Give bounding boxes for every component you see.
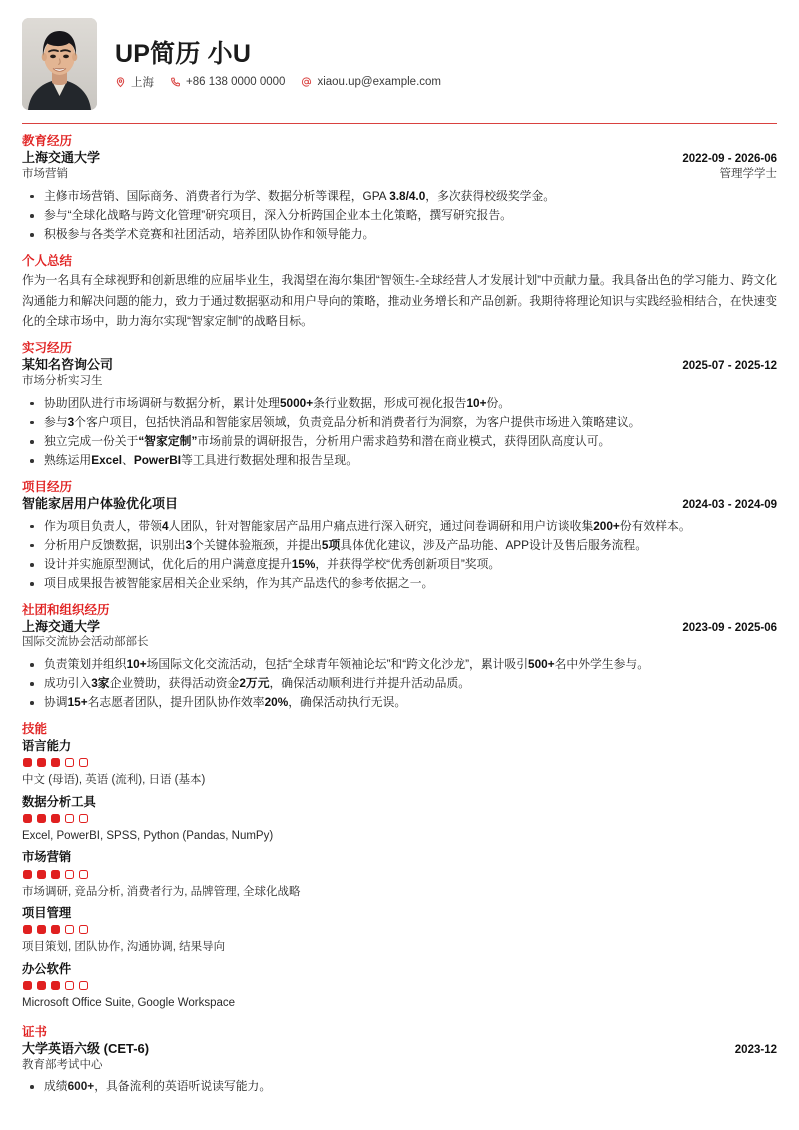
rating-dot-empty [65, 981, 74, 990]
certificate-issuer: 教育部考试中心 [22, 1058, 103, 1071]
skill-level-rating [23, 981, 777, 990]
skill-level-rating [23, 925, 777, 934]
rating-dot-empty [65, 925, 74, 934]
rating-dot-filled [51, 758, 60, 767]
rating-dot-empty [79, 814, 88, 823]
contact-location [115, 74, 154, 90]
club-entry-head [22, 619, 777, 651]
contact-phone-value: +86 138 0000 0000 [186, 76, 286, 88]
education-degree: 管理学学士 [719, 168, 777, 181]
list-item: 独立完成一份关于“智家定制”市场前景的调研报告，分析用户需求趋势和潜在商业模式，获得团队高度认可。 [22, 432, 777, 450]
skill-name: 办公软件 [22, 962, 72, 977]
contact-list [115, 74, 450, 90]
certificate-name: 大学英语六级 (CET-6) [22, 1040, 150, 1056]
section-certificate [22, 1024, 777, 1096]
internship-daterange: 2025-07 - 2025-12 [682, 360, 777, 373]
section-title-project: 项目经历 [22, 479, 73, 494]
skill-name: 数据分析工具 [22, 794, 96, 809]
portrait-photo-icon [22, 18, 97, 110]
contact-phone [170, 76, 285, 88]
club-bullets [22, 655, 777, 712]
rating-dot-empty [65, 814, 74, 823]
rating-dot-empty [79, 981, 88, 990]
skill-description: 中文 (母语), 英语 (流利), 日语 (基本) [22, 773, 206, 786]
contact-email [301, 76, 441, 88]
section-internship [22, 340, 777, 469]
list-item: 分析用户反馈数据，识别出3个关键体验瓶颈，并提出5项具体优化建议，涉及产品功能、APP设计及售后服务流程。 [22, 536, 777, 554]
rating-dot-filled [23, 814, 32, 823]
education-daterange: 2022-09 - 2026-06 [682, 153, 777, 166]
project-name: 智能家居用户体验优化项目 [22, 495, 179, 511]
skill-block [22, 794, 777, 845]
skill-description: Excel, PowerBI, SPSS, Python (Pandas, NumPy) [22, 829, 274, 842]
rating-dot-filled [23, 981, 32, 990]
rating-dot-filled [37, 870, 46, 879]
education-major: 市场营销 [22, 168, 68, 181]
rating-dot-filled [51, 814, 60, 823]
section-title-club: 社团和组织经历 [22, 602, 110, 617]
avatar [22, 18, 97, 110]
club-daterange: 2023-09 - 2025-06 [682, 621, 777, 634]
skills-list [22, 738, 777, 1012]
summary-text: 作为一名具有全球视野和创新思维的应届毕业生，我渴望在海尔集团“智领生-全球经营人才发展计划”中贡献力量。我具备出色的学习能力、跨文化沟通能力和解决问题的能力，致力于通过数据驱动和用户导向的策略，推动业务增长和产品创新。我期待将理论知识与实践经验相结合，在快速变化的全球市场中，助力海尔实现“智家定制”的战略目标。 [22, 273, 778, 328]
skill-level-rating [23, 758, 777, 767]
certificate-note: 成绩600+，具备流利的英语听说读写能力。 [22, 1077, 777, 1095]
section-title-internship: 实习经历 [22, 341, 73, 356]
certificate-date: 2023-12 [734, 1043, 777, 1056]
education-bullets [22, 187, 777, 244]
section-skills [22, 721, 777, 1012]
education-entry-head [22, 150, 777, 182]
page-title: UP简历 小U [115, 40, 252, 68]
contact-email-value: xiaou.up@example.com [317, 76, 441, 88]
list-item: 设计并实施原型测试，优化后的用户满意度提升15%，并获得学校“优秀创新项目”奖项。 [22, 555, 777, 573]
list-item: 成功引入3家企业赞助，获得活动资金2万元，确保活动顺利进行并提升活动品质。 [22, 674, 777, 692]
skill-block [22, 738, 777, 789]
skill-name: 语言能力 [22, 738, 72, 753]
rating-dot-filled [51, 981, 60, 990]
section-club [22, 602, 777, 712]
rating-dot-filled [37, 981, 46, 990]
skill-level-rating [23, 870, 777, 879]
rating-dot-empty [79, 870, 88, 879]
rating-dot-filled [37, 758, 46, 767]
skill-block [22, 905, 777, 956]
phone-icon [170, 76, 181, 88]
rating-dot-empty [65, 758, 74, 767]
section-title-education: 教育经历 [22, 134, 73, 149]
list-item: 负责策划并组织10+场国际文化交流活动，包括“全球青年领袖论坛”和“跨文化沙龙”，累计吸引500+名中外学生参与。 [22, 655, 777, 673]
club-org: 上海交通大学 [22, 618, 101, 634]
list-item: 熟练运用Excel、PowerBI等工具进行数据处理和报告呈现。 [22, 451, 777, 469]
rating-dot-empty [79, 758, 88, 767]
internship-bullets [22, 394, 777, 470]
education-org: 上海交通大学 [22, 150, 101, 166]
section-title-skills: 技能 [22, 721, 48, 736]
skill-description: 市场调研, 竞品分析, 消费者行为, 品牌管理, 全球化战略 [22, 885, 301, 898]
section-title-summary: 个人总结 [22, 253, 73, 268]
project-entry-head [22, 496, 777, 513]
skill-level-rating [23, 814, 777, 823]
section-project [22, 479, 777, 593]
rating-dot-empty [65, 870, 74, 879]
skill-block [22, 961, 777, 1012]
list-item: 协助团队进行市场调研与数据分析，累计处理5000+条行业数据，形成可视化报告10+份。 [22, 394, 777, 412]
internship-entry-head [22, 357, 777, 389]
skill-description: 项目策划, 团队协作, 沟通协调, 结果导向 [22, 941, 226, 954]
list-item: 积极参与各类学术竞赛和社团活动，培养团队协作和领导能力。 [22, 225, 777, 243]
certificate-entry-head [22, 1041, 777, 1073]
list-item: 参与“全球化战略与跨文化管理”研究项目，深入分析跨国企业本土化策略，撰写研究报告。 [22, 206, 777, 224]
skill-block [22, 849, 777, 900]
rating-dot-filled [23, 758, 32, 767]
header-divider [22, 123, 777, 124]
location-pin-icon [115, 76, 126, 88]
section-education [22, 133, 777, 243]
internship-role: 市场分析实习生 [22, 375, 103, 388]
section-title-certificate: 证书 [22, 1025, 48, 1039]
resume-header [22, 14, 777, 120]
club-role: 国际交流协会活动部部长 [22, 636, 149, 649]
project-bullets [22, 517, 777, 593]
list-item: 作为项目负责人，带领4人团队，针对智能家居产品用户痛点进行深入研究，通过问卷调研和用户访谈收集200+份有效样本。 [22, 517, 777, 535]
rating-dot-filled [23, 870, 32, 879]
section-summary [22, 253, 777, 332]
rating-dot-filled [51, 870, 60, 879]
rating-dot-filled [37, 925, 46, 934]
rating-dot-filled [23, 925, 32, 934]
rating-dot-filled [51, 925, 60, 934]
email-at-icon [301, 76, 312, 88]
list-item: 参与3个客户项目，包括快消品和智能家居领域，负责竞品分析和消费者行为洞察，为客户提供市场进入策略建议。 [22, 413, 777, 431]
list-item: 项目成果报告被智能家居相关企业采纳，作为其产品迭代的参考依据之一。 [22, 574, 777, 592]
list-item: 主修市场营销、国际商务、消费者行为学、数据分析等课程，GPA 3.8/4.0，多次获得校级奖学金。 [22, 187, 777, 205]
rating-dot-empty [79, 925, 88, 934]
skill-name: 项目管理 [22, 906, 72, 921]
skill-description: Microsoft Office Suite, Google Workspace [22, 997, 236, 1010]
rating-dot-filled [37, 814, 46, 823]
contact-location-value: 上海 [131, 77, 154, 89]
skill-name: 市场营销 [22, 850, 72, 865]
list-item: 协调15+名志愿者团队，提升团队协作效率20%，确保活动执行无误。 [22, 693, 777, 711]
internship-org: 某知名咨询公司 [22, 357, 114, 373]
project-daterange: 2024-03 - 2024-09 [682, 498, 777, 511]
